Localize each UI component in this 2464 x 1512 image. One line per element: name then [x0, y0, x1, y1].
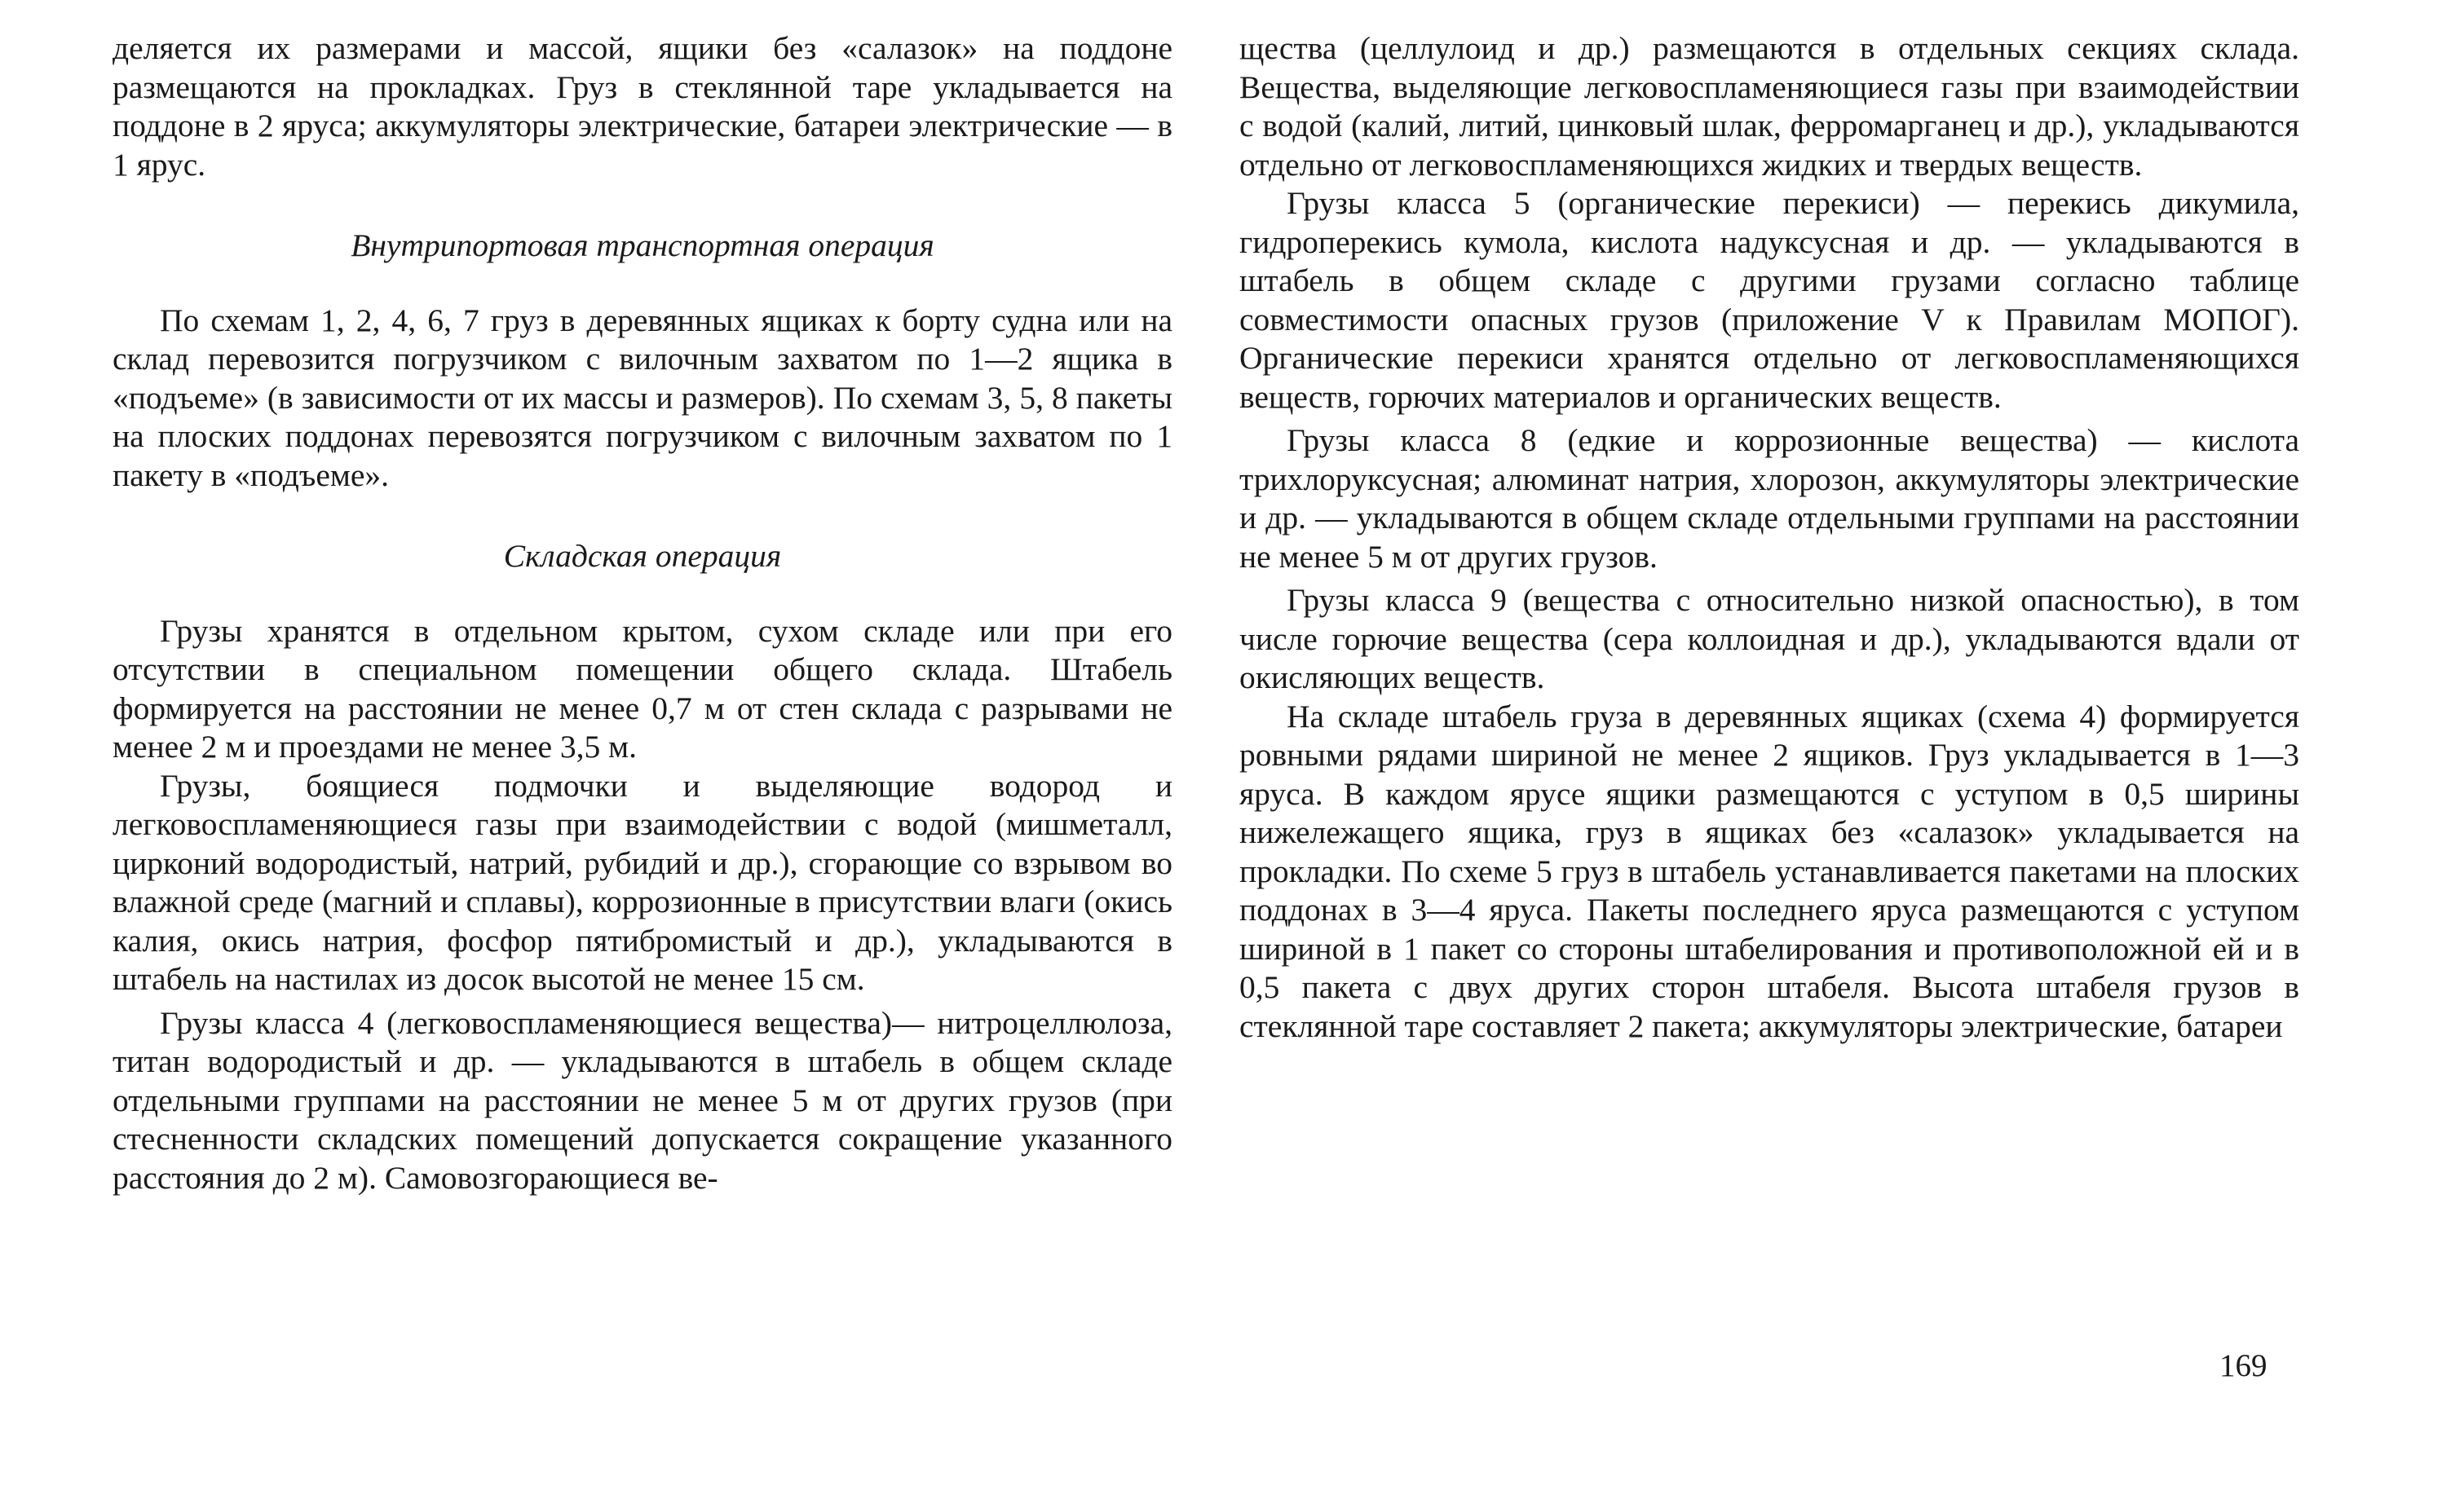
paragraph-continuation-right: щества (целлулоид и др.) размещаются в отдельных секциях склада. Вещества, выделяющие легковоспламеняющиеся газы при взаимодействии с водой (калий, литий, цинковый шлак, ферромарганец и др.), укладываются отдельно от легковоспламеняющихся жидких и твердых веществ. [1239, 30, 2299, 183]
paragraph-class-4: Грузы класса 4 (легковоспламеняющиеся вещества)— нитроцеллюлоза, титан водородистый и др. — укладываются в штабель в общем складе отдельными группами на расстоянии не менее 5 м от других грузов (при стесненности складских помещений допускается сокращение указанного расстояния до 2 м). Самовозгорающиеся ве- [113, 1004, 1172, 1196]
paragraph-class-9: Грузы класса 9 (вещества с относительно низкой опасностью), в том числе горючие вещества (сера коллоидная и др.), укладываются вдали от окисляющих веществ. [1239, 582, 2299, 695]
left-text-column [113, 29, 1172, 1197]
paragraph-class-8: Грузы класса 8 (едкие и коррозионные вещества) — кислота трихлоруксусная; алюминат натрия, хлорозон, аккумуляторы электрические и др. — укладываются в общем складе отдельными группами на расстоянии не менее 5 м от других грузов. [1239, 422, 2299, 575]
paragraph-storage: Грузы хранятся в отдельном крытом, сухом складе или при его отсутствии в специальном помещении общего склада. Штабель формируется на расстоянии не менее 0,7 м от стен склада с разрывами не менее 2 м и проездами не менее 3,5 м. [113, 612, 1172, 765]
paragraph-stacking: На складе штабель груза в деревянных ящиках (схема 4) формируется ровными рядами шириной не менее 2 ящиков. Груз укладывается в 1—3 яруса. В каждом ярусе ящики размещаются с уступом в 0,5 ширины нижележащего ящика, груз в ящиках без «салазок» укладывается на прокладки. По схеме 5 груз в штабель устанавливается пакетами на плоских поддонах в 3—4 яруса. Пакеты последнего яруса размещаются с уступом шириной в 1 пакет со стороны штабелирования и противоположной ей и в 0,5 пакета с двух других сторон штабеля. Высота штабеля грузов в стеклянной таре составляет 2 пакета; аккумуляторы электрические, батареи [1239, 698, 2299, 1044]
page-number: 169 [2219, 1348, 2267, 1383]
paragraph-class-5: Грузы класса 5 (органические перекиси) — перекись дикумила, гидроперекись кумола, кислота надуксусная и др. — укладываются в штабель в общем складе с другими грузами согласно таблице совместимости опасных грузов (приложение V к Правилам МОПОГ). Органические перекиси хранятся отдельно от легковоспламеняющихся веществ, горючих материалов и органических веществ. [1239, 185, 2299, 415]
paragraph-transport-schemes: По схемам 1, 2, 4, 6, 7 груз в деревянных ящиках к борту судна или на склад перевозится погрузчиком с вилочным захватом по 1—2 ящика в «подъеме» (в зависимости от их массы и размеров). По схемам 3, 5, 8 пакеты на плоских поддонах перевозятся погрузчиком с вилочным захватом по 1 пакету в «подъеме». [113, 302, 1172, 493]
section-heading-warehouse: Складская операция [503, 538, 782, 574]
section-heading-intraport-transport: Внутрипортовая транспортная операция [351, 227, 934, 263]
right-text-column [1239, 29, 2299, 1046]
paragraph-water-sensitive: Грузы, боящиеся подмочки и выделяющие водород и легковоспламеняющиеся газы при взаимодействии с водой (мишметалл, цирконий водородистый, натрий, рубидий и др.), сгорающие со взрывом во влажной среде (магний и сплавы), коррозионные в присутствии влаги (окись калия, окись натрия, фосфор пятибромистый и др.), укладываются в штабель на настилах из досок высотой не менее 15 см. [113, 767, 1172, 997]
paragraph-continuation: деляется их размерами и массой, ящики без «салазок» на поддоне размещаются на прокладках. Груз в стеклянной таре укладывается на поддоне в 2 яруса; аккумуляторы электрические, батареи электрические — в 1 ярус. [113, 30, 1172, 183]
